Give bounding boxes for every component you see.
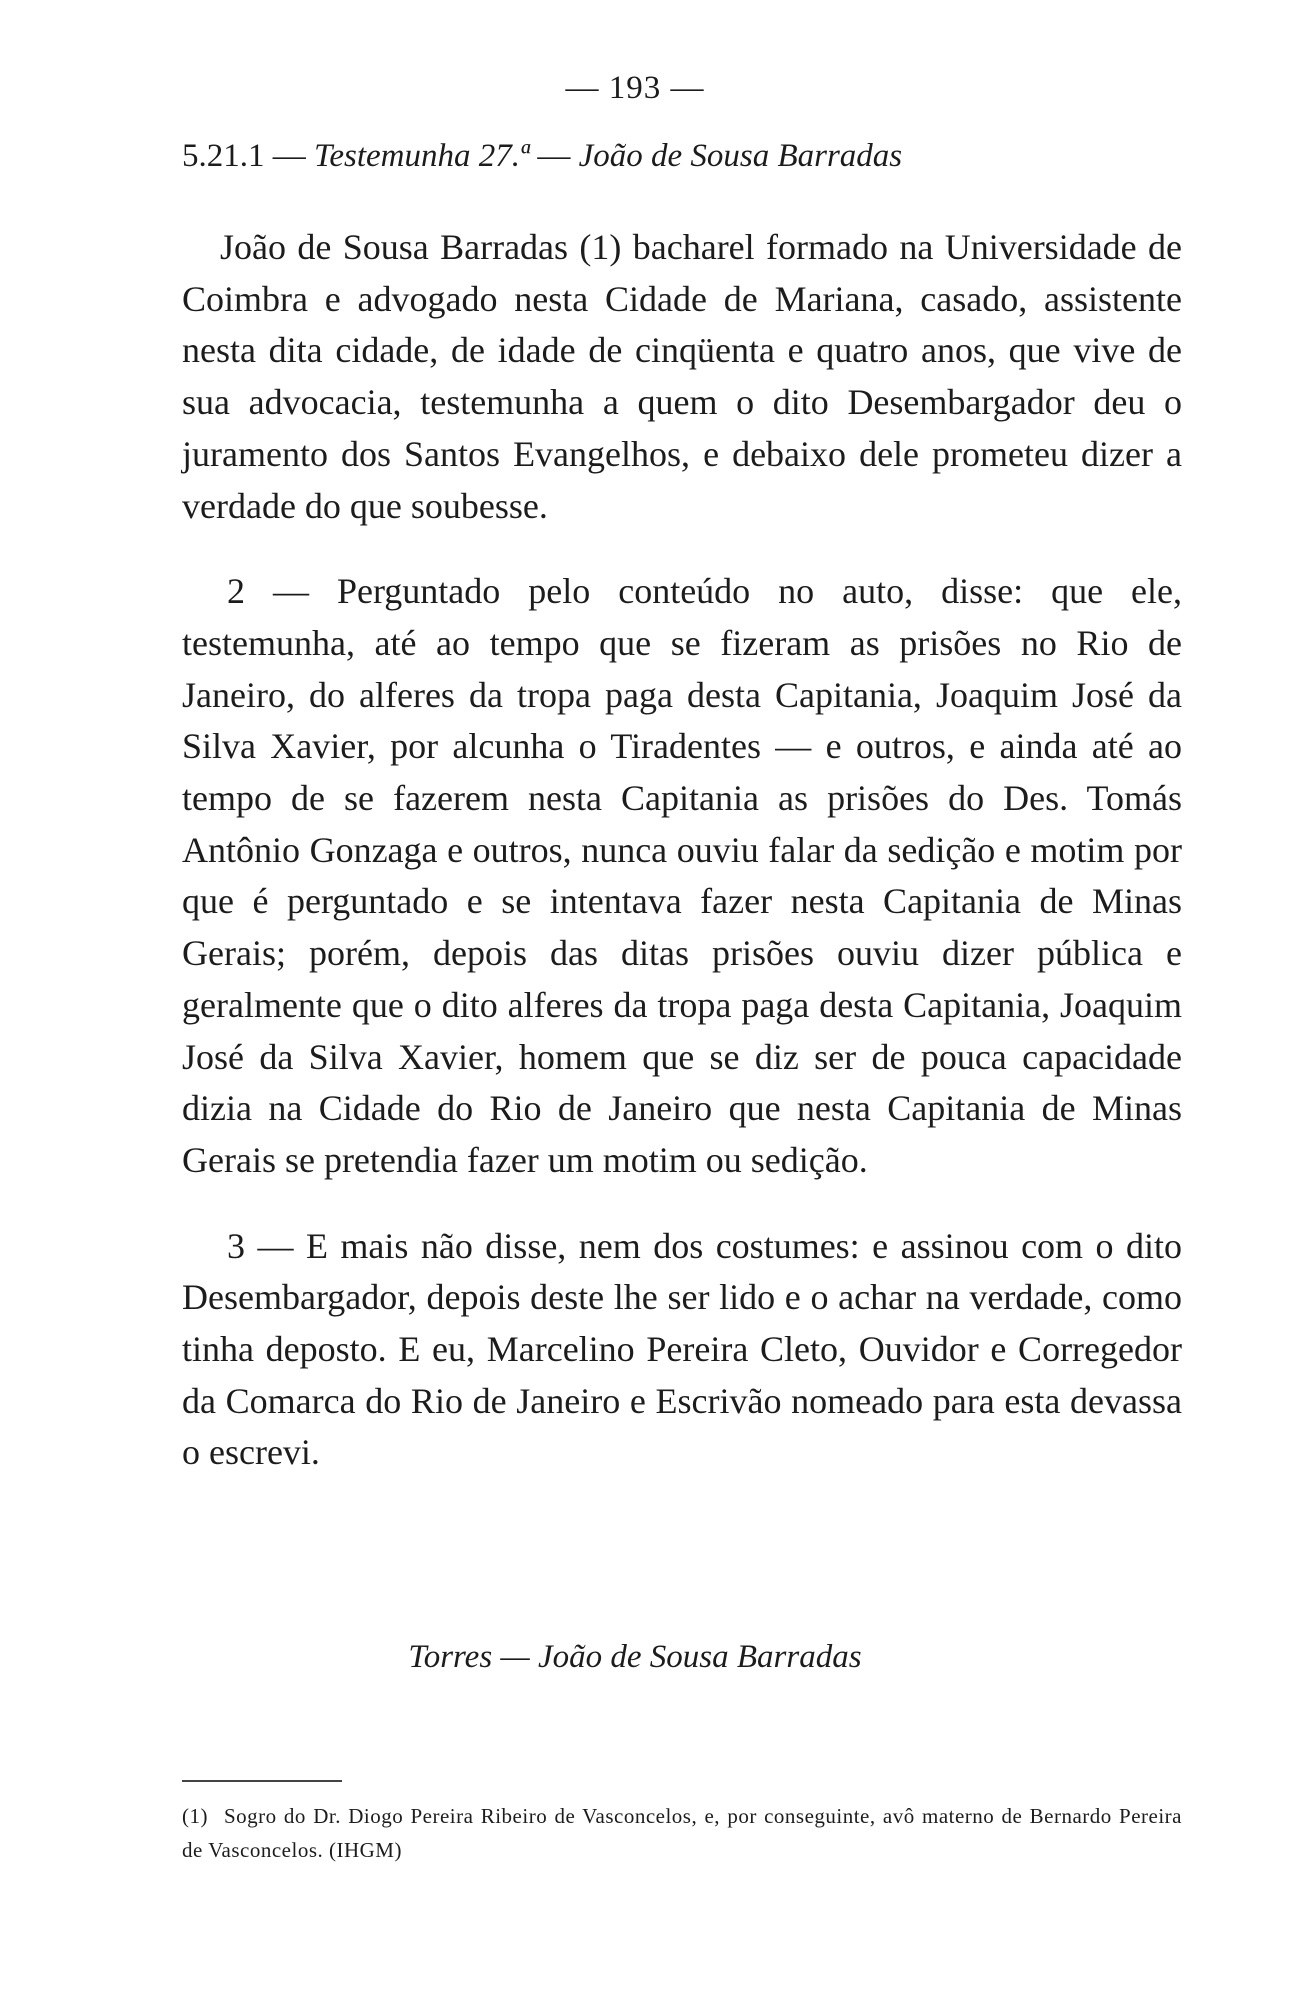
footnote-text: Sogro do Dr. Diogo Pereira Ribeiro de Vasconcelos, e, por conseguinte, avô materno de Bernardo Pereira de Vasconcelos. (IHGM) bbox=[182, 1804, 1182, 1862]
paragraph-number: 2 — bbox=[227, 571, 309, 612]
testimony-body bbox=[182, 222, 1182, 1513]
witness-label: Testemunha 27.ª bbox=[314, 138, 530, 174]
page-number: — 193 — bbox=[565, 70, 705, 106]
section-number: 5.21.1 bbox=[182, 138, 265, 174]
heading-dash: — bbox=[537, 138, 571, 174]
section-heading bbox=[182, 138, 1082, 175]
paragraph bbox=[182, 1221, 1182, 1480]
witness-name: João de Sousa Barradas bbox=[578, 138, 903, 174]
signature-witness: João de Sousa Barradas bbox=[538, 1639, 862, 1675]
paragraph-text: E mais não disse, nem dos costumes: e assinou com o dito Desembargador, depois deste lhe ser lido e o achar na verdade, como tinha deposto. E eu, Marcelino Pereira Cleto, Ouvidor e Corregedor da Comarca do Rio de Janeiro e Escrivão nomeado para esta devassa o escrevi. bbox=[182, 1225, 1182, 1473]
footnote bbox=[182, 1799, 1182, 1867]
paragraph-text: Perguntado pelo conteúdo no auto, disse: que ele, testemunha, até ao tempo que se fizeram as prisões no Rio de Janeiro, do alferes da tropa paga desta Capitania, Joaquim José da Silva Xavier, por alcunha o Tiradentes — e outros, e ainda até ao tempo de se fazerem nesta Capitania as prisões do Des. Tomás Antônio Gonzaga e outros, nunca ouviu falar da sedição e motim por que é perguntado e se intentava fazer nesta Capitania de Minas Gerais; porém, depois das ditas prisões ouviu dizer pública e geralmente que o dito alferes da tropa paga desta Capitania, Joaquim José da Silva Xavier, homem que se diz ser de pouca capacidade dizia na Cidade do Rio de Janeiro que nesta Capitania de Minas Gerais se pretendia fazer um motim ou sedição. bbox=[182, 571, 1183, 1180]
footnote-divider bbox=[182, 1780, 342, 1782]
paragraph-number: 3 — bbox=[227, 1225, 294, 1266]
paragraph bbox=[182, 566, 1182, 1186]
footnote-marker: (1) bbox=[182, 1804, 208, 1828]
heading-dash: — bbox=[272, 138, 306, 174]
signature-dash: — bbox=[500, 1639, 530, 1675]
signatures-line bbox=[0, 1639, 1270, 1676]
paragraph bbox=[182, 222, 1182, 532]
paragraph-text: João de Sousa Barradas (1) bacharel formado na Universidade de Coimbra e advogado nesta Cidade de Mariana, casado, assistente nesta dita cidade, de idade de cinqüenta e quatro anos, que vive de sua advocacia, testemunha a quem o dito Desembargador deu o juramento dos Santos Evangelhos, e debaixo dele prometeu dizer a verdade do que soubesse. bbox=[182, 227, 1182, 526]
signature-torres: Torres bbox=[408, 1639, 493, 1675]
